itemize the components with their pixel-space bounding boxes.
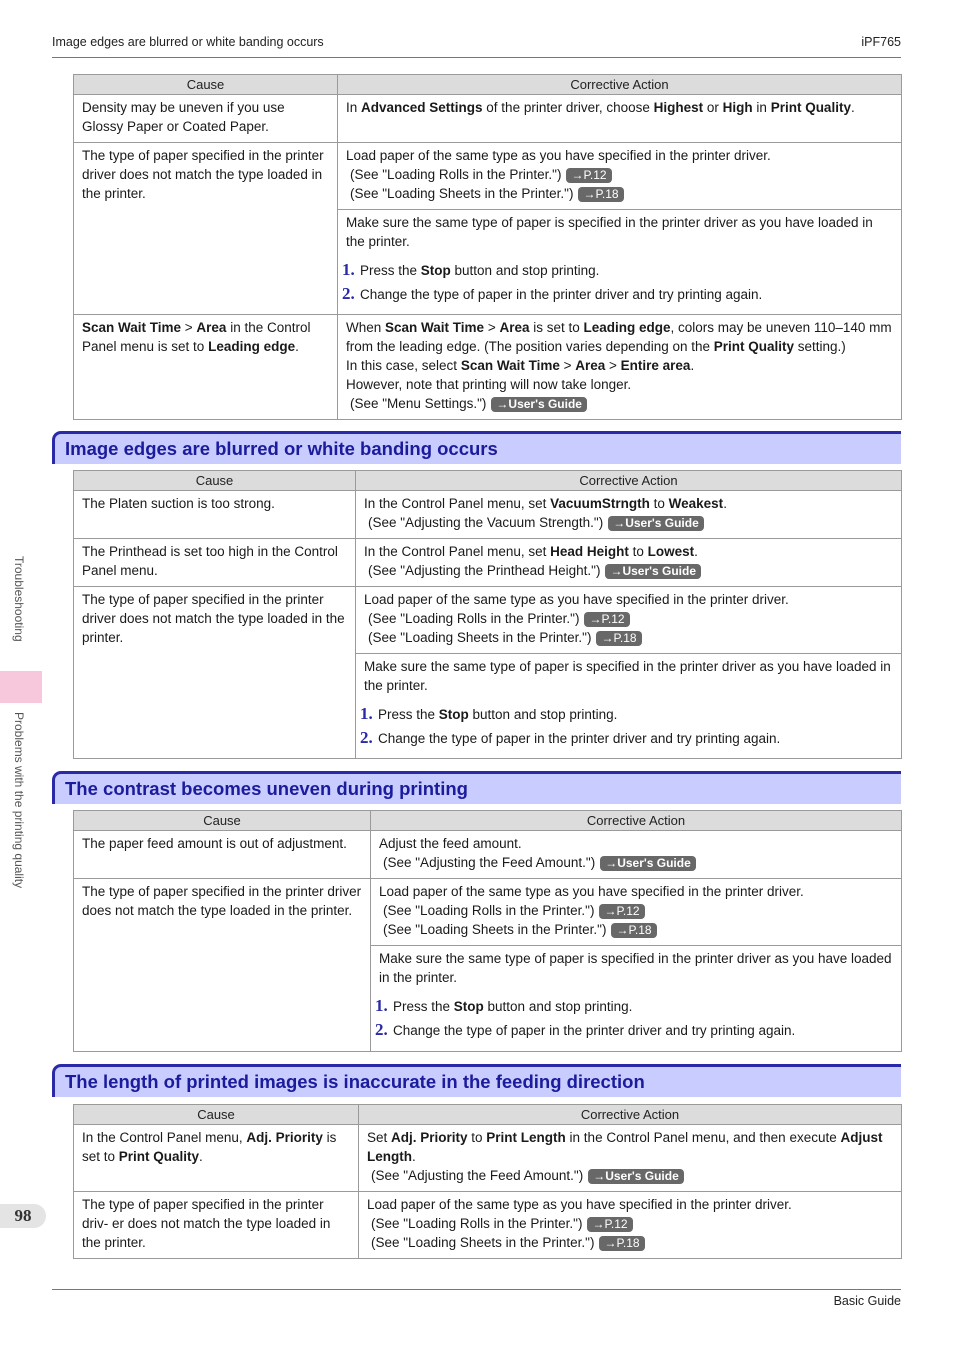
action-cell: In the Control Panel menu, set VacuumStrngth to Weakest. (See "Adjusting the Vacuum Strength.") →User's Guide — [356, 491, 902, 539]
table-row — [74, 539, 902, 587]
table-row — [74, 315, 902, 420]
side-chapter-label: Troubleshooting — [12, 556, 26, 642]
cause-cell: The Printhead is set too high in the Control Panel menu. — [74, 539, 356, 587]
section-title-length: The length of printed images is inaccurate in the feeding direction — [52, 1064, 901, 1097]
table-header-row — [74, 471, 902, 491]
table-row — [74, 587, 902, 654]
footer-rule — [52, 1289, 901, 1290]
header-cause: Cause — [74, 75, 338, 95]
section-title-contrast: The contrast becomes uneven during printing — [52, 771, 901, 804]
action-cell: When Scan Wait Time > Area is set to Leading edge, colors may be uneven 110–140 mm from the leading edge. (The position varies depending on the Print Quality setting.) In this case, select Scan Wait Time > Area > Entire area. However, note that printing will now take longer. (See "Menu Settings.") →User's Guide — [338, 315, 902, 420]
cause-cell: The Platen suction is too strong. — [74, 491, 356, 539]
header-cause: Cause — [74, 1105, 359, 1125]
action-cell: Load paper of the same type as you have specified in the printer driver. (See "Loading Rolls in the Printer.") →P.12 (See "Loading Sheets in the Printer.") →P.18 — [356, 587, 902, 654]
action-cell: In Advanced Settings of the printer driver, choose Highest or High in Print Quality. — [338, 95, 902, 143]
table-row — [74, 1125, 902, 1192]
header-action: Corrective Action — [371, 811, 902, 831]
page-ref-link[interactable]: →P.18 — [599, 1236, 644, 1251]
cause-cell: The type of paper specified in the printer driver does not match the type loaded in the printer. — [74, 879, 371, 1052]
action-cell: Load paper of the same type as you have specified in the printer driver. (See "Loading Rolls in the Printer.") →P.12 (See "Loading Sheets in the Printer.") →P.18 — [359, 1192, 902, 1259]
header-action: Corrective Action — [359, 1105, 902, 1125]
page-ref-link[interactable]: →P.12 — [584, 612, 629, 627]
cause-cell: The type of paper specified in the printer driver does not match the type loaded in the printer. — [74, 587, 356, 759]
table-row — [74, 491, 902, 539]
action-cell: Make sure the same type of paper is specified in the printer driver as you have loaded in the printer. 1. Press the Stop button and stop printing. 2. Change the type of paper in the printer driver and try printing again. — [356, 654, 902, 759]
table-row — [74, 831, 902, 879]
page-ref-link[interactable]: →P.18 — [578, 187, 623, 202]
table-header-row — [74, 811, 902, 831]
table-row — [74, 1192, 902, 1259]
guide-ref-link[interactable]: →User's Guide — [608, 516, 704, 531]
guide-ref-link[interactable]: →User's Guide — [491, 397, 587, 412]
step-list — [360, 704, 893, 752]
cause-cell: Scan Wait Time > Area in the Control Panel menu is set to Leading edge. — [74, 315, 338, 420]
table-row — [74, 143, 902, 210]
guide-ref-link[interactable]: →User's Guide — [600, 856, 696, 871]
guide-ref-link[interactable]: →User's Guide — [605, 564, 701, 579]
action-cell: Make sure the same type of paper is specified in the printer driver as you have loaded in the printer. 1. Press the Stop button and stop printing. 2. Change the type of paper in the printer driver and try printing again. — [371, 946, 902, 1052]
cause-cell: The type of paper specified in the printer driv- er does not match the type loaded in the printer. — [74, 1192, 359, 1259]
table-continued — [73, 74, 902, 420]
action-cell: Set Adj. Priority to Print Length in the Control Panel menu, and then execute Adjust Length. (See "Adjusting the Feed Amount.") →User's Guide — [359, 1125, 902, 1192]
step-item: 2. Change the type of paper in the printer driver and try printing again. — [375, 1020, 796, 1039]
table-row — [74, 879, 902, 946]
table-header-row — [74, 1105, 902, 1125]
step-item: 1. Press the Stop button and stop printing. — [360, 704, 618, 723]
page-ref-link[interactable]: →P.18 — [611, 923, 656, 938]
page-ref-link[interactable]: →P.12 — [587, 1217, 632, 1232]
table-header-row — [74, 75, 902, 95]
header-cause: Cause — [74, 471, 356, 491]
footer-guide-name: Basic Guide — [833, 1294, 901, 1308]
step-item: 1. Press the Stop button and stop printing. — [342, 260, 600, 279]
page-number: 98 — [0, 1204, 46, 1228]
table-contrast — [73, 810, 902, 1052]
cause-cell: The type of paper specified in the printer driver does not match the type loaded in the printer. — [74, 143, 338, 315]
step-item: 2. Change the type of paper in the printer driver and try printing again. — [360, 728, 781, 747]
step-item: 1. Press the Stop button and stop printing. — [375, 996, 633, 1015]
header-action: Corrective Action — [338, 75, 902, 95]
action-cell: Load paper of the same type as you have specified in the printer driver. (See "Loading Rolls in the Printer.") →P.12 (See "Loading Sheets in the Printer.") →P.18 — [338, 143, 902, 210]
action-cell: Adjust the feed amount. (See "Adjusting the Feed Amount.") →User's Guide — [371, 831, 902, 879]
cause-cell: In the Control Panel menu, Adj. Priority is set to Print Quality. — [74, 1125, 359, 1192]
cause-cell: Density may be uneven if you use Glossy Paper or Coated Paper. — [74, 95, 338, 143]
action-cell: In the Control Panel menu, set Head Height to Lowest. (See "Adjusting the Printhead Height.") →User's Guide — [356, 539, 902, 587]
step-list — [375, 996, 893, 1044]
running-header-title: Image edges are blurred or white banding occurs — [52, 35, 324, 49]
header-cause: Cause — [74, 811, 371, 831]
cause-cell: The paper feed amount is out of adjustment. — [74, 831, 371, 879]
page-ref-link[interactable]: →P.12 — [566, 168, 611, 183]
table-banding — [73, 470, 902, 759]
page-ref-link[interactable]: →P.12 — [599, 904, 644, 919]
page-ref-link[interactable]: →P.18 — [596, 631, 641, 646]
header-rule — [52, 57, 901, 58]
header-action: Corrective Action — [356, 471, 902, 491]
table-length — [73, 1104, 902, 1259]
step-list — [342, 260, 893, 308]
action-cell: Make sure the same type of paper is specified in the printer driver as you have loaded in the printer. 1. Press the Stop button and stop printing. 2. Change the type of paper in the printer driver and try printing again. — [338, 210, 902, 315]
section-title-banding: Image edges are blurred or white banding occurs — [52, 431, 901, 464]
step-item: 2. Change the type of paper in the printer driver and try printing again. — [342, 284, 763, 303]
side-tab-marker — [0, 671, 42, 703]
table-row — [74, 95, 902, 143]
running-header-model: iPF765 — [861, 35, 901, 49]
guide-ref-link[interactable]: →User's Guide — [588, 1169, 684, 1184]
action-cell: Load paper of the same type as you have specified in the printer driver. (See "Loading Rolls in the Printer.") →P.12 (See "Loading Sheets in the Printer.") →P.18 — [371, 879, 902, 946]
side-section-label: Problems with the printing quality — [12, 712, 26, 889]
